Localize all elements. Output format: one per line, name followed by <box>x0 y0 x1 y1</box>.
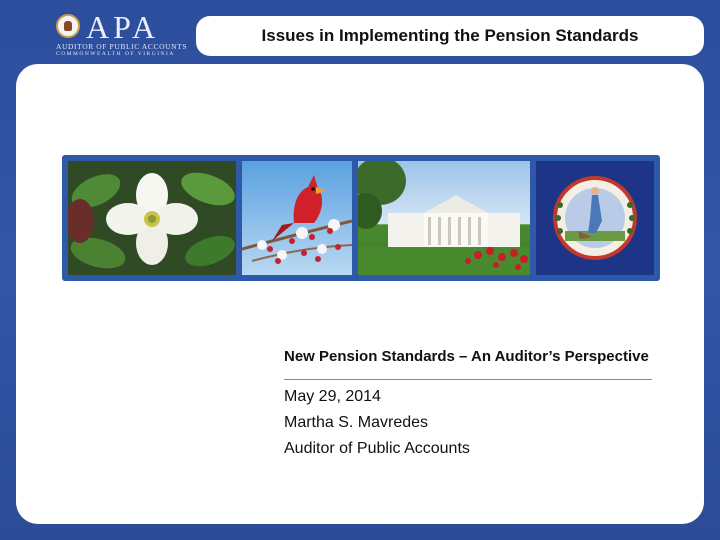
logo-subtitle: AUDITOR OF PUBLIC ACCOUNTS <box>56 42 188 51</box>
presenter-name: Martha S. Mavredes <box>284 414 429 431</box>
presentation-date: May 29, 2014 <box>284 388 381 405</box>
slide-title-text: Issues in Implementing the Pension Standards <box>261 26 639 45</box>
photo-strip <box>62 155 660 281</box>
virginia-seal-icon <box>56 14 80 38</box>
logo-name: APA <box>86 9 160 45</box>
presentation-heading: New Pension Standards – An Auditor’s Perspective <box>284 348 649 365</box>
presenter-role: Auditor of Public Accounts <box>284 440 470 457</box>
apa-logo <box>52 9 188 58</box>
slide-title <box>196 16 704 56</box>
capitol-building-photo <box>358 161 530 275</box>
logo-subtitle-2: COMMONWEALTH OF VIRGINIA <box>56 51 175 57</box>
dogwood-flower-photo <box>68 161 236 275</box>
divider <box>284 379 652 380</box>
presentation-info <box>284 346 654 462</box>
cardinal-bird-photo <box>242 161 352 275</box>
virginia-seal-photo <box>536 161 654 275</box>
